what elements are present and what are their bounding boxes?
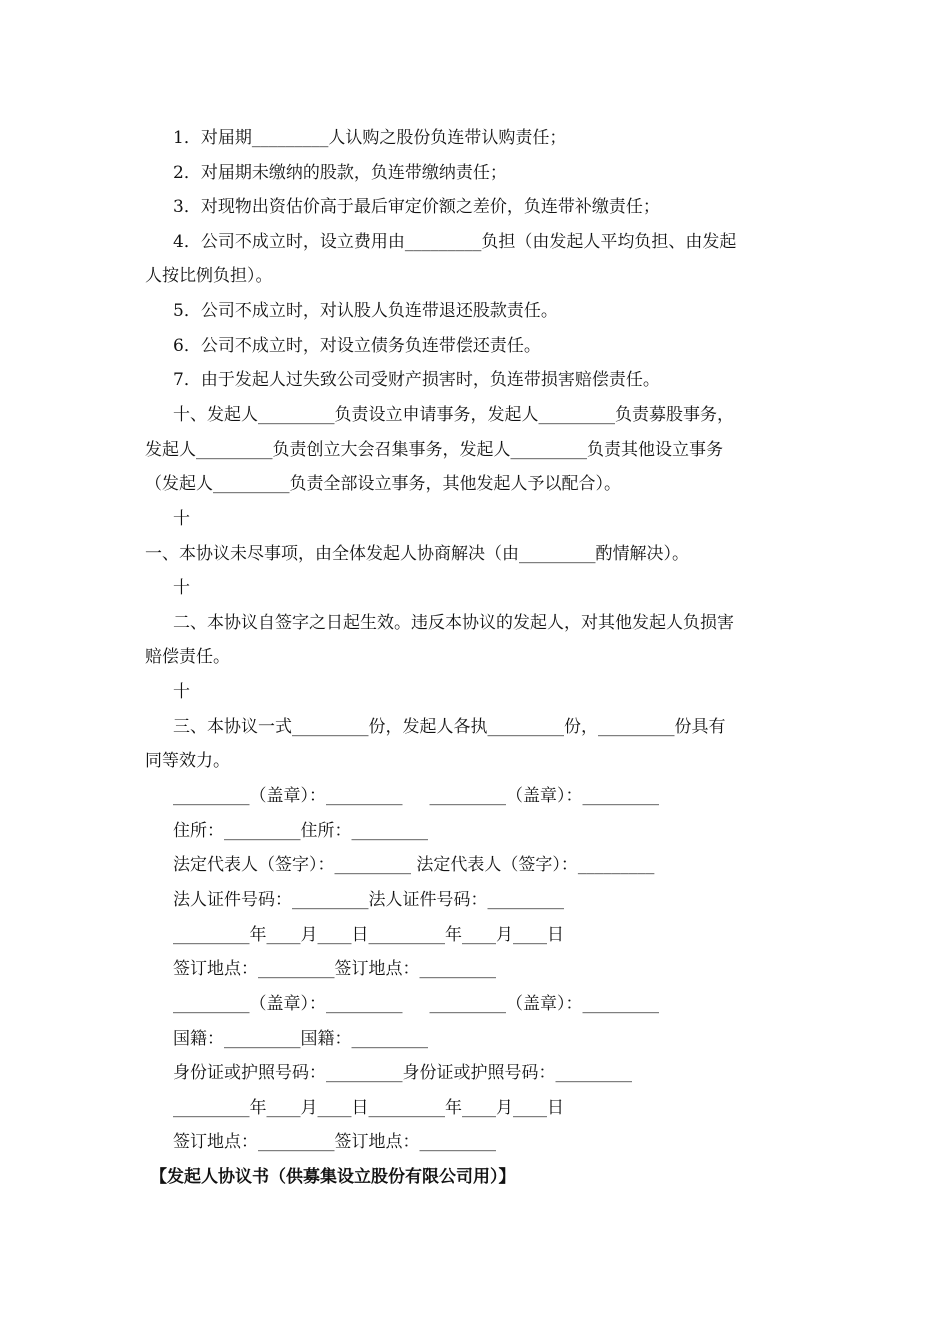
clause-13-cont: 同等效力。	[145, 751, 230, 771]
clause-item-5: 5．公司不成立时，对认股人负连带退还股款责任。	[173, 301, 558, 321]
clause-12-cont: 赔偿责任。	[145, 647, 230, 667]
legal-rep-line: 法定代表人（签字）：_________ 法定代表人（签字）：_________	[173, 855, 655, 875]
nationality-line: 国籍：_________国籍：_________	[173, 1029, 428, 1049]
clause-12: 二、本协议自签字之日起生效。违反本协议的发起人，对其他发起人负损害	[173, 613, 734, 633]
clause-item-4-cont: 人按比例负担）。	[145, 266, 273, 286]
clause-item-6: 6．公司不成立时，对设立债务负连带偿还责任。	[173, 336, 541, 356]
date-line-2: _________年____月____日_________年____月____日	[173, 1098, 564, 1118]
seal-line-2: _________（盖章）：_________ _________（盖章）：_________	[173, 994, 660, 1014]
document-title-footer: 【发起人协议书（供募集设立股份有限公司用）】	[150, 1167, 516, 1187]
clause-item-1: 1．对届期_________人认购之股份负连带认购责任；	[173, 128, 567, 148]
seal-line-1: _________（盖章）：_________ _________（盖章）：_________	[173, 786, 660, 806]
id-passport-line: 身份证或护照号码：_________身份证或护照号码：_________	[173, 1063, 632, 1083]
clause-11-number: 十	[173, 509, 190, 529]
clause-item-4: 4．公司不成立时，设立费用由_________负担（由发起人平均负担、由发起	[173, 232, 737, 252]
clause-10-cont-1: 发起人_________负责创立大会召集事务，发起人_________负责其他设立事务	[145, 440, 723, 460]
clause-10-cont-2: （发起人_________负责全部设立事务，其他发起人予以配合）。	[145, 474, 621, 494]
clause-item-2: 2．对届期未缴纳的股款，负连带缴纳责任；	[173, 163, 507, 183]
date-line-1: _________年____月____日_________年____月____日	[173, 925, 564, 945]
clause-10: 十、发起人_________负责设立申请事务，发起人_________负责募股事务，	[173, 405, 734, 425]
corp-id-line: 法人证件号码：_________法人证件号码：_________	[173, 890, 564, 910]
clause-11: 一、本协议未尽事项，由全体发起人协商解决（由_________酌情解决）。	[145, 544, 689, 564]
clause-item-3: 3．对现物出资估价高于最后审定价额之差价，负连带补缴责任；	[173, 197, 660, 217]
clause-13: 三、本协议一式_________份，发起人各执_________份，_________份具有	[173, 717, 726, 737]
clause-item-7: 7．由于发起人过失致公司受财产损害时，负连带损害赔偿责任。	[173, 370, 660, 390]
address-line: 住所：_________住所：_________	[173, 821, 428, 841]
clause-12-number: 十	[173, 578, 190, 598]
clause-13-number: 十	[173, 682, 190, 702]
sign-place-line-1: 签订地点：_________签订地点：_________	[173, 959, 496, 979]
sign-place-line-2: 签订地点：_________签订地点：_________	[173, 1132, 496, 1152]
